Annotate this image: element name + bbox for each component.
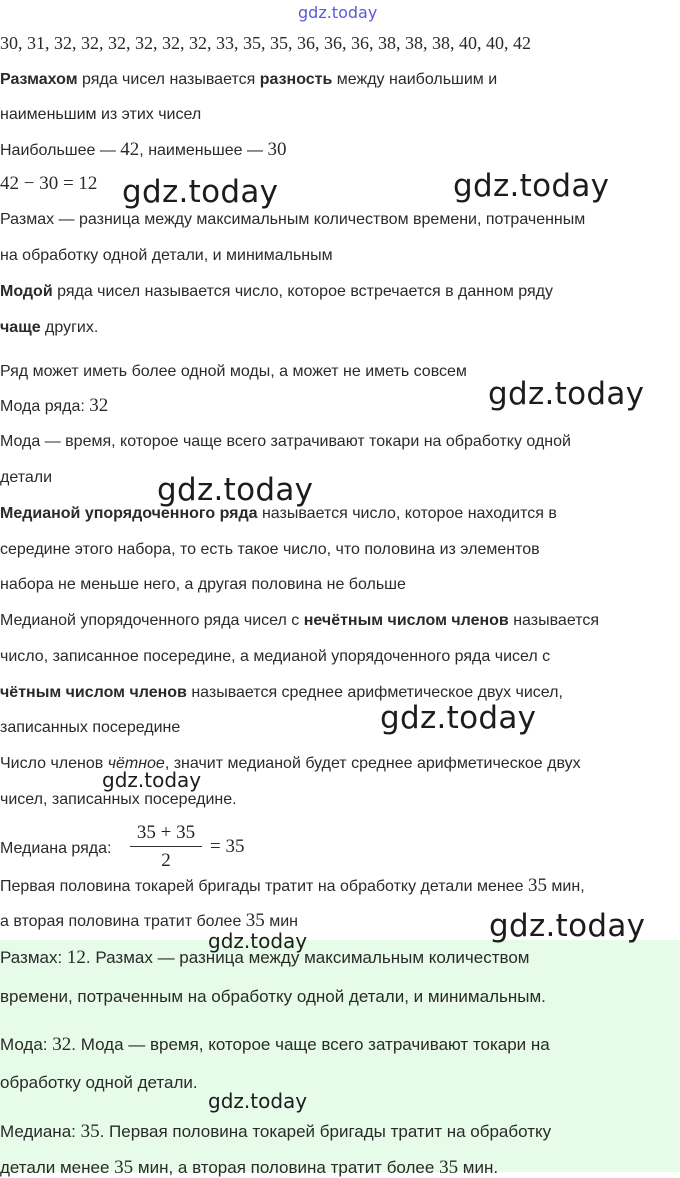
watermark: gdz.today — [157, 472, 314, 508]
text: детали менее — [0, 1158, 115, 1177]
mode-meaning-line1: Мода — время, которое чаще всего затрачивают токари на обработку одной — [0, 433, 571, 450]
text: других. — [40, 319, 99, 336]
max-min-line — [0, 140, 286, 161]
value: 12 — [66, 947, 86, 968]
text: ряда чисел называется — [77, 71, 260, 88]
fraction-bar — [130, 846, 202, 847]
value: 35 — [439, 1157, 459, 1178]
max-value: 42 — [120, 139, 140, 160]
term-more-often: чаще — [0, 319, 41, 336]
text: . Первая половина токарей бригады тратит на обработку — [99, 1122, 552, 1141]
text: Мода: — [0, 1035, 53, 1054]
text: , значит медианой будет среднее арифметическое двух — [164, 755, 581, 772]
watermark: gdz.today — [208, 929, 308, 953]
text: Размах: — [0, 948, 67, 967]
value: 35 — [527, 875, 547, 896]
watermark: gdz.today — [102, 768, 202, 792]
text: мин, — [546, 878, 585, 895]
median-meaning-line1 — [0, 876, 585, 897]
range-meaning-line1: Размах — разница между максимальным количеством времени, потраченным — [0, 211, 586, 228]
text: между наибольшим и — [332, 71, 498, 88]
text: называется число, которое находится в — [257, 505, 557, 522]
value: 35 — [245, 910, 265, 931]
text: Первая половина токарей бригады тратит на обработку детали менее — [0, 878, 528, 895]
answer-mode — [0, 1035, 550, 1055]
term-even: чётное — [107, 755, 165, 772]
mode-note: Ряд может иметь более одной моды, а может не иметь совсем — [0, 363, 467, 380]
text: называется среднее арифметическое двух чисел, — [186, 684, 563, 701]
range-definition — [0, 70, 497, 90]
median-even-note — [0, 754, 581, 774]
range-definition-line2: наименьшим из этих чисел — [0, 106, 202, 123]
term-median: Медианой упорядоченного ряда — [0, 505, 258, 522]
answer-mode-line2: обработку одной детали. — [0, 1073, 198, 1092]
text: Наибольшее — — [0, 142, 121, 159]
text: . Размах — разница между максимальным количеством — [85, 948, 530, 967]
term-difference: разность — [259, 71, 333, 88]
text: Медиана: — [0, 1122, 81, 1141]
answer-range-line2: времени, потраченным на обработку одной детали, и минимальным. — [0, 987, 546, 1006]
number-series: 30, 31, 32, 32, 32, 32, 32, 32, 33, 35, 35, 36, 36, 36, 38, 38, 38, 40, 40, 42 — [0, 33, 531, 53]
fraction-numerator: 35 + 35 — [136, 822, 196, 843]
watermark: gdz.today — [208, 1089, 308, 1113]
answer-median-line2 — [0, 1158, 498, 1178]
median-even-note-line2: чисел, записанных посередине. — [0, 791, 237, 808]
text: мин, а вторая половина тратит более — [133, 1158, 440, 1177]
median-definition-line2: середине этого набора, то есть такое число, что половина из элементов — [0, 541, 540, 558]
text: мин. — [458, 1158, 499, 1177]
mode-definition-line2 — [0, 318, 98, 338]
median-odd-line — [0, 611, 599, 631]
watermark-top: gdz.today — [298, 3, 378, 22]
text: . Мода — время, которое чаще всего затрачивают токари на — [71, 1035, 550, 1054]
min-value: 30 — [267, 139, 287, 160]
watermark: gdz.today — [380, 700, 537, 736]
term-range: Размахом — [0, 71, 78, 88]
text: мин — [264, 913, 299, 930]
range-meaning-line2: на обработку одной детали, и минимальным — [0, 247, 333, 264]
watermark: gdz.today — [488, 376, 645, 412]
median-definition-line3: набора не меньше него, а другая половина не больше — [0, 576, 406, 593]
mode-value: 32 — [89, 395, 109, 416]
text: ряда чисел называется число, которое встречается в данном ряду — [52, 283, 553, 300]
watermark: gdz.today — [453, 168, 610, 204]
answer-median — [0, 1122, 551, 1142]
text: называется — [508, 612, 599, 629]
mode-value-line — [0, 396, 108, 417]
value: 32 — [52, 1034, 72, 1055]
median-odd-line2: число, записанное посередине, а медианой упорядоченного ряда чисел с — [0, 648, 551, 665]
median-even-def-line2: записанных посередине — [0, 719, 181, 736]
text: Число членов — [0, 755, 108, 772]
text: а вторая половина тратит более — [0, 913, 246, 930]
mode-meaning-line2: детали — [0, 469, 53, 486]
median-result: = 35 — [210, 836, 245, 857]
watermark: gdz.today — [489, 908, 646, 944]
fraction-denominator: 2 — [161, 850, 171, 871]
mode-definition — [0, 282, 553, 302]
watermark: gdz.today — [122, 174, 279, 210]
text: Мода ряда: — [0, 398, 90, 415]
term-mode: Модой — [0, 283, 53, 300]
range-calculation: 42 − 30 = 12 — [0, 173, 98, 194]
term-odd-count: нечётным числом членов — [303, 612, 509, 629]
text: Медианой упорядоченного ряда чисел с — [0, 612, 304, 629]
term-even-count: чётным числом членов — [0, 684, 187, 701]
value: 35 — [114, 1157, 134, 1178]
text: , наименьшее — — [139, 142, 268, 159]
value: 35 — [80, 1121, 100, 1142]
median-label: Медиана ряда: — [0, 840, 112, 857]
